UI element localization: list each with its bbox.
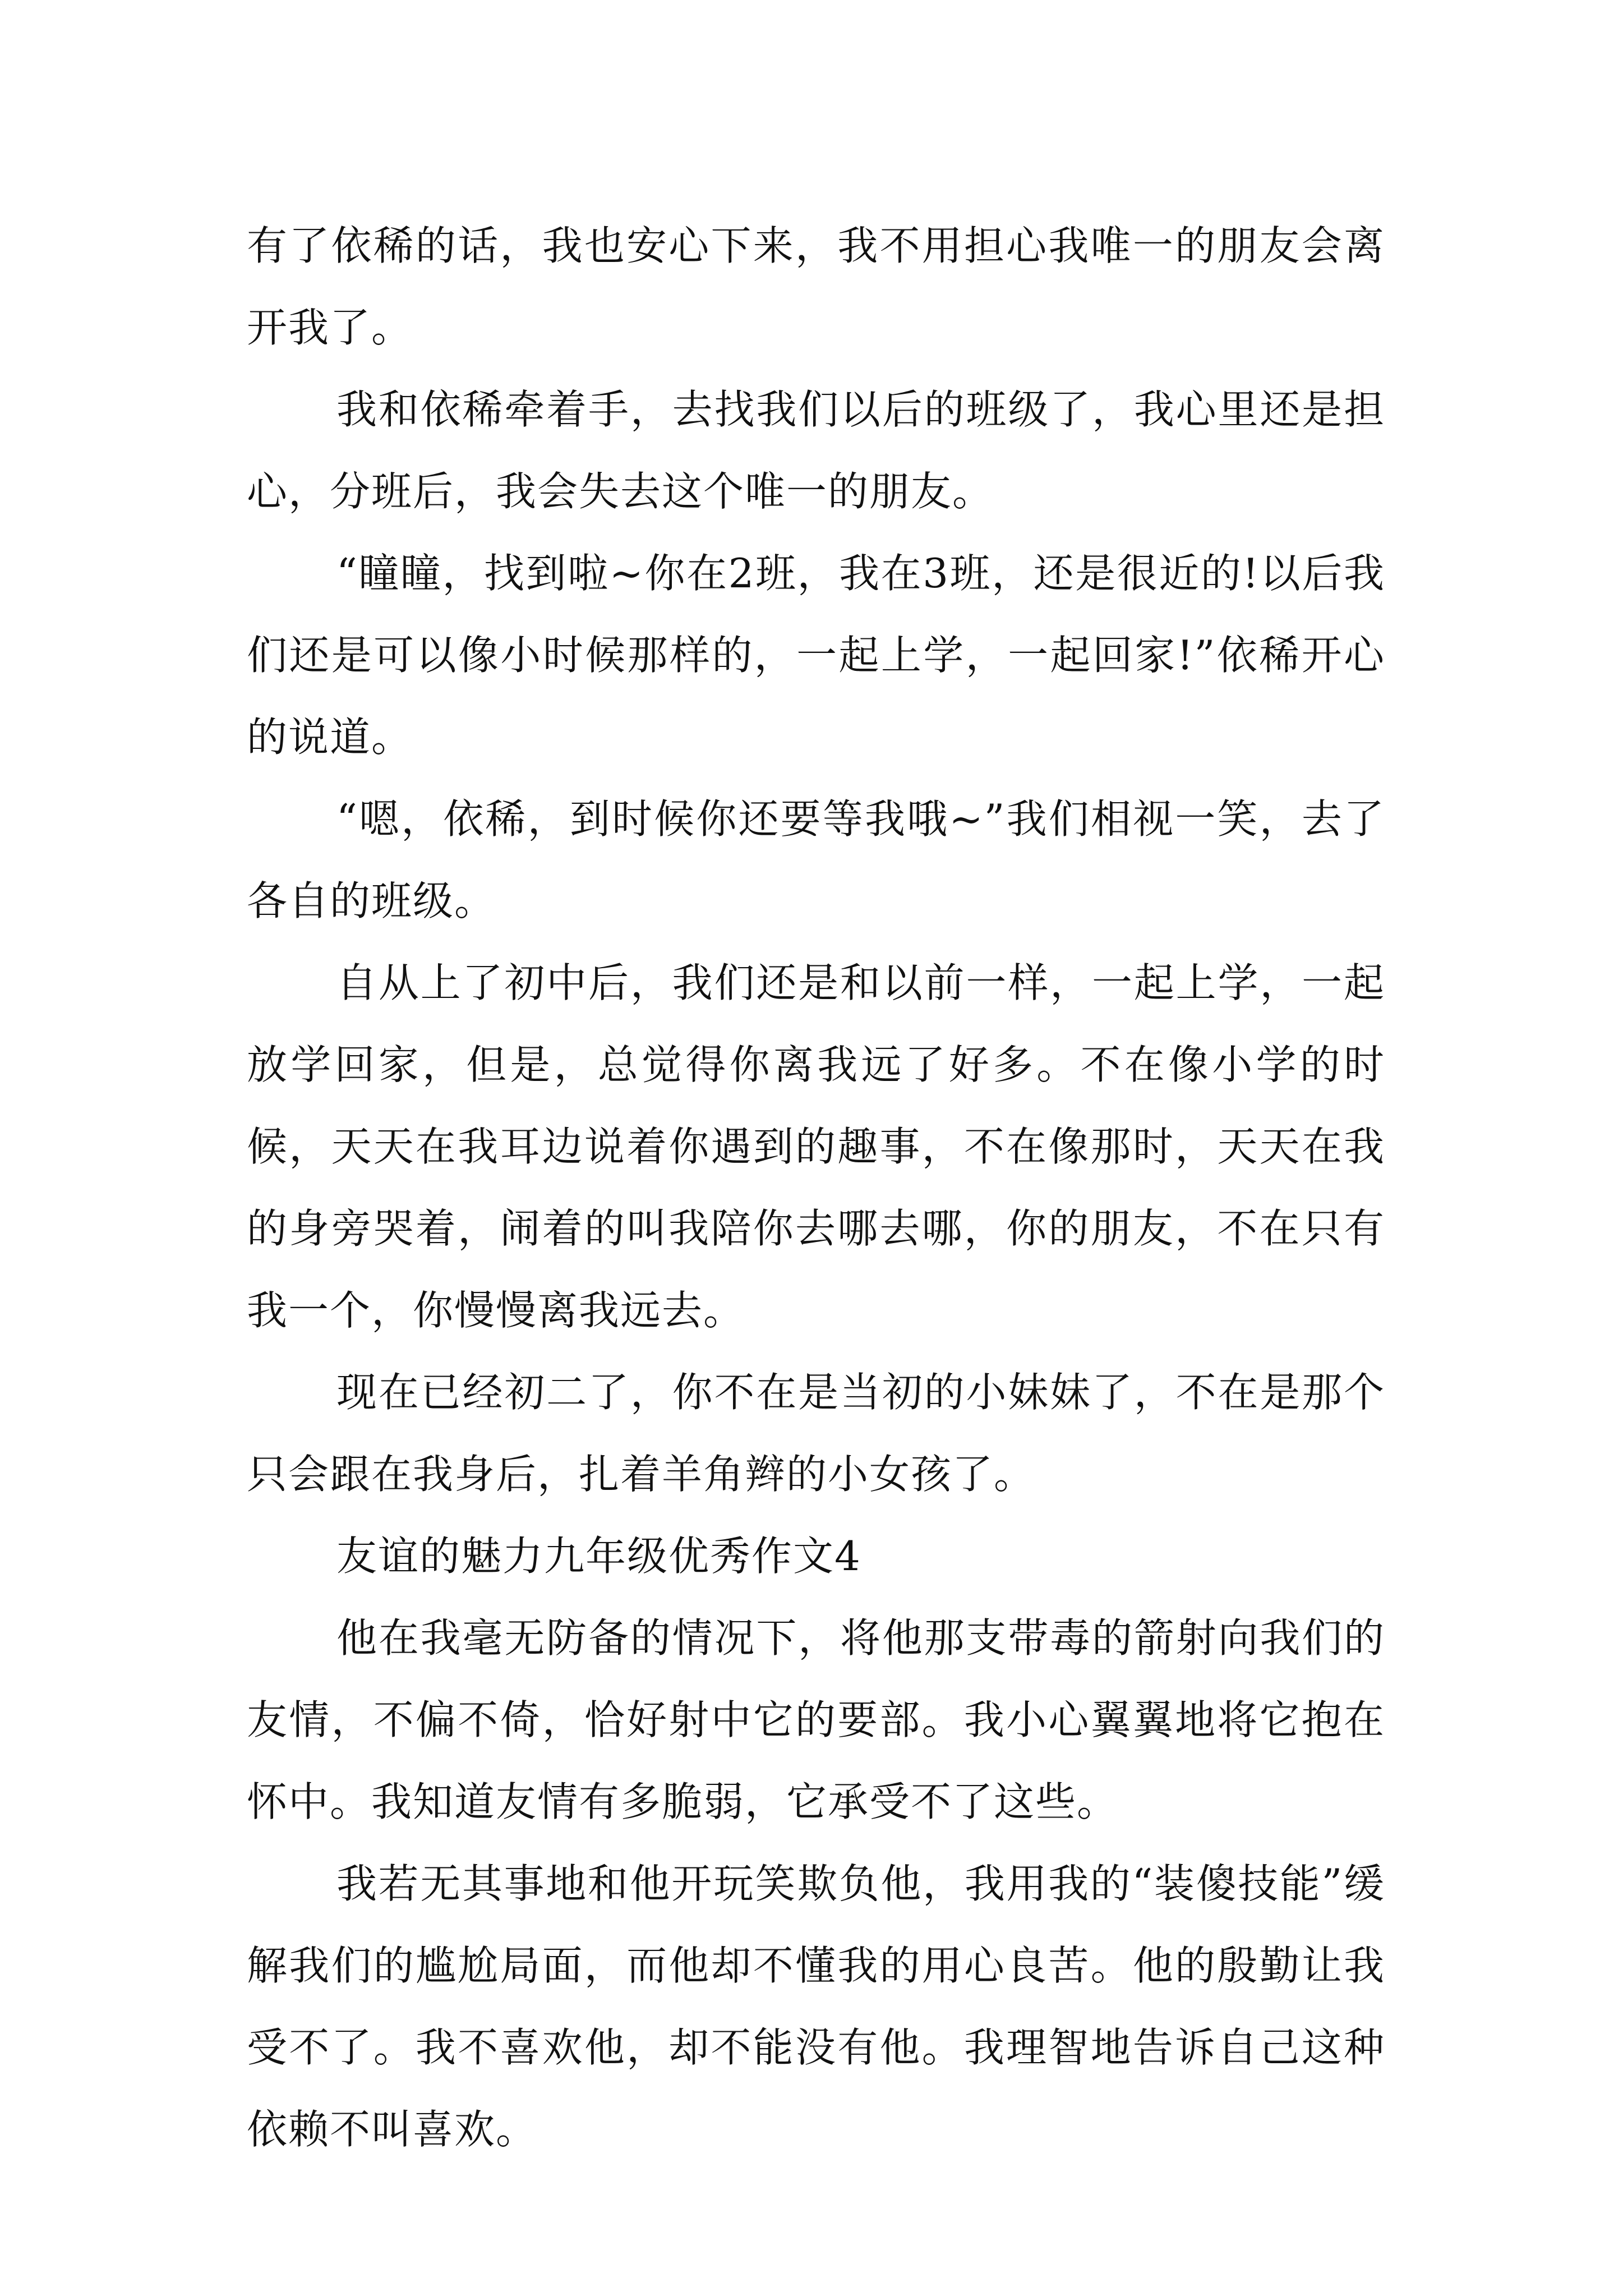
paragraph-8: 我若无其事地和他开玩笑欺负他，我用我的“装傻技能”缓解我们的尴尬局面，而他却不懂我的用心良苦。他的殷勤让我受不了。我不喜欢他，却不能没有他。我理智地告诉自己这种依赖不叫喜欢。 — [247, 1860, 1385, 2153]
paragraph-1: 有了依稀的话，我也安心下来，我不用担心我唯一的朋友会离开我了。 — [247, 222, 1385, 351]
paragraph-7: 他在我毫无防备的情况下，将他那支带毒的箭射向我们的友情，不偏不倚，恰好射中它的要部。我小心翼翼地将它抱在怀中。我知道友情有多脆弱，它承受不了这些。 — [247, 1614, 1385, 1825]
document-body — [247, 205, 1385, 2170]
section-heading: 友谊的魅力九年级优秀作文4 — [336, 1533, 861, 1580]
paragraph-2: 我和依稀牵着手，去找我们以后的班级了，我心里还是担心，分班后，我会失去这个唯一的朋友。 — [247, 386, 1385, 515]
paragraph-4: “嗯，依稀，到时候你还要等我哦~”我们相视一笑，去了各自的班级。 — [247, 795, 1385, 924]
paragraph-3: “瞳瞳，找到啦~你在2班，我在3班，还是很近的!以后我们还是可以像小时候那样的，一起上学，一起回家!”依稀开心的说道。 — [247, 550, 1385, 761]
paragraph-6: 现在已经初二了，你不在是当初的小妹妹了，不在是那个只会跟在我身后，扎着羊角辫的小女孩了。 — [247, 1369, 1385, 1498]
paragraph-5: 自从上了初中后，我们还是和以前一样，一起上学，一起放学回家，但是，总觉得你离我远了好多。不在像小学的时候，天天在我耳边说着你遇到的趣事，不在像那时，天天在我的身旁哭着，闹着的叫我陪你去哪去哪，你的朋友，不在只有我一个，你慢慢离我远去。 — [247, 959, 1385, 1334]
